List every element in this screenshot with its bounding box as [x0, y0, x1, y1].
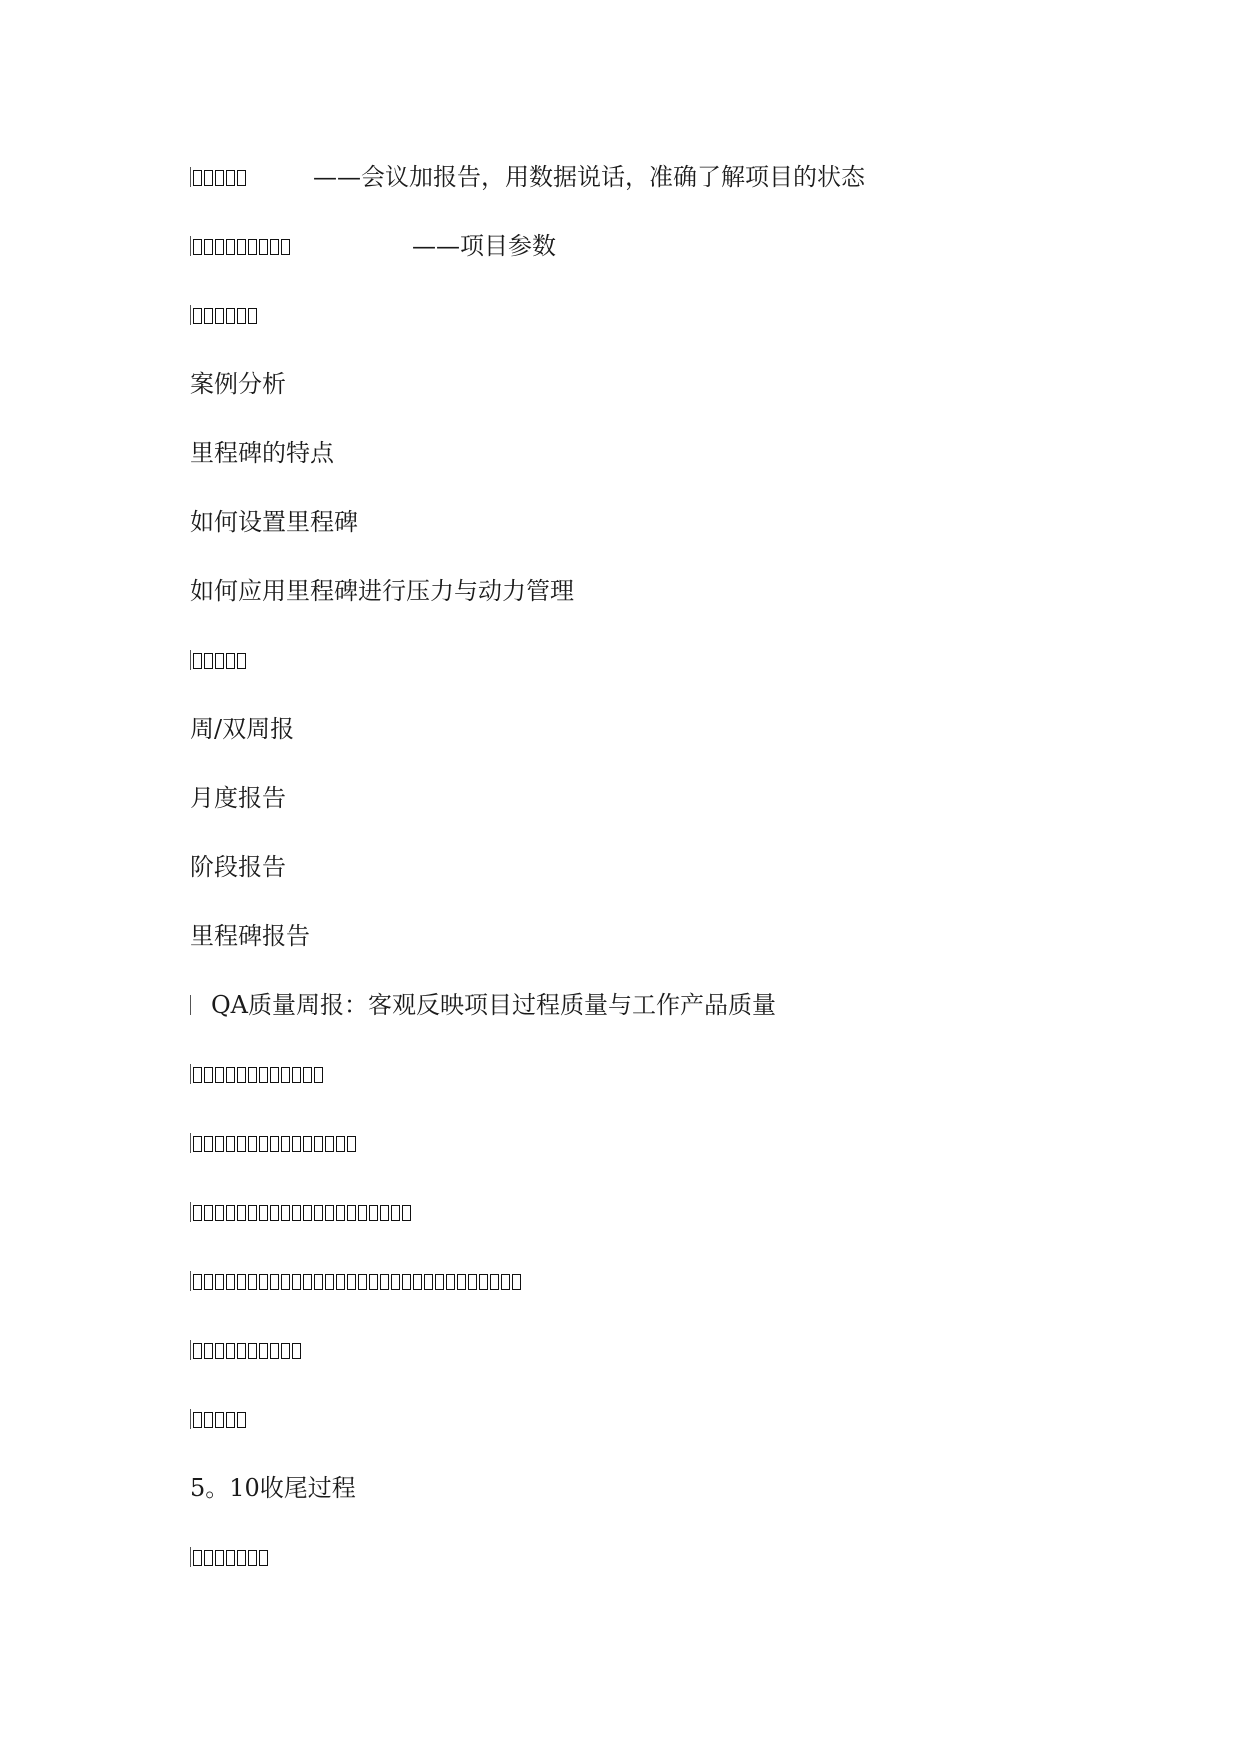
bar-mark: [190, 1409, 191, 1429]
missing-glyph-box: [347, 1274, 356, 1290]
missing-glyph-box: [259, 1136, 268, 1152]
line-12: [190, 919, 310, 953]
missing-glyph-box: [193, 653, 202, 669]
line-17: [190, 1264, 523, 1298]
line-1-text: ——会议加报告，用数据说话，准确了解项目的状态: [313, 163, 865, 191]
missing-glyph-box: [204, 1067, 213, 1083]
missing-glyph-box: [226, 1550, 235, 1566]
missing-glyph-box: [226, 1412, 235, 1428]
bar-mark: [190, 236, 191, 256]
missing-glyph-box: [413, 1274, 422, 1290]
bar-mark: [190, 1271, 191, 1291]
missing-glyph-box: [270, 1343, 279, 1359]
line-4-text: 案例分析: [190, 370, 286, 398]
missing-glyph-box: [193, 1343, 202, 1359]
missing-glyph-box: [204, 1205, 213, 1221]
missing-glyph-box: [193, 1067, 202, 1083]
line-2: [190, 229, 556, 263]
missing-glyph-box: [215, 1274, 224, 1290]
line-14: [190, 1057, 325, 1091]
missing-glyph-box: [237, 170, 246, 186]
bar-mark: [190, 1202, 191, 1222]
missing-glyph-group: [193, 1333, 303, 1367]
missing-glyph-group: [193, 229, 292, 263]
missing-glyph-box: [215, 308, 224, 324]
missing-glyph-box: [292, 1343, 301, 1359]
missing-glyph-box: [226, 1136, 235, 1152]
line-5-text: 里程碑的特点: [190, 439, 334, 467]
missing-glyph-box: [193, 1274, 202, 1290]
missing-glyph-group: [193, 298, 259, 332]
missing-glyph-box: [270, 1274, 279, 1290]
missing-glyph-box: [424, 1274, 433, 1290]
missing-glyph-box: [204, 239, 213, 255]
missing-glyph-box: [336, 1136, 345, 1152]
line-1: [190, 160, 865, 194]
missing-glyph-box: [336, 1274, 345, 1290]
missing-glyph-box: [226, 1274, 235, 1290]
missing-glyph-box: [457, 1274, 466, 1290]
missing-glyph-box: [468, 1274, 477, 1290]
line-20: [190, 1471, 356, 1505]
line-4: [190, 367, 286, 401]
missing-glyph-box: [303, 1205, 312, 1221]
missing-glyph-group: [193, 1195, 413, 1229]
line-11: [190, 850, 286, 884]
line-20-text: 5。10收尾过程: [190, 1474, 356, 1502]
missing-glyph-box: [259, 1067, 268, 1083]
missing-glyph-box: [259, 1205, 268, 1221]
missing-glyph-box: [435, 1274, 444, 1290]
missing-glyph-box: [237, 1067, 246, 1083]
missing-glyph-box: [270, 239, 279, 255]
missing-glyph-box: [292, 1067, 301, 1083]
missing-glyph-box: [237, 1136, 246, 1152]
line-7-text: 如何应用里程碑进行压力与动力管理: [190, 577, 574, 605]
missing-glyph-box: [391, 1274, 400, 1290]
missing-glyph-group: [193, 1402, 248, 1436]
missing-glyph-box: [204, 308, 213, 324]
missing-glyph-box: [281, 1274, 290, 1290]
missing-glyph-group: [193, 1057, 325, 1091]
missing-glyph-box: [248, 1205, 257, 1221]
line-11-text: 阶段报告: [190, 853, 286, 881]
missing-glyph-box: [215, 239, 224, 255]
missing-glyph-box: [204, 170, 213, 186]
line-6-text: 如何设置里程碑: [190, 508, 358, 536]
missing-glyph-box: [512, 1274, 521, 1290]
missing-glyph-box: [226, 1067, 235, 1083]
missing-glyph-box: [292, 1136, 301, 1152]
missing-glyph-box: [303, 1136, 312, 1152]
missing-glyph-group: [193, 1264, 523, 1298]
missing-glyph-box: [237, 308, 246, 324]
missing-glyph-box: [204, 1136, 213, 1152]
missing-glyph-box: [237, 1550, 246, 1566]
missing-glyph-box: [479, 1274, 488, 1290]
missing-glyph-box: [358, 1205, 367, 1221]
line-12-text: 里程碑报告: [190, 922, 310, 950]
missing-glyph-box: [501, 1274, 510, 1290]
missing-glyph-box: [237, 1274, 246, 1290]
missing-glyph-box: [193, 239, 202, 255]
missing-glyph-box: [402, 1205, 411, 1221]
bar-mark: [190, 1133, 191, 1153]
bar-mark: [190, 1064, 191, 1084]
missing-glyph-box: [215, 653, 224, 669]
missing-glyph-box: [248, 239, 257, 255]
missing-glyph-box: [314, 1067, 323, 1083]
missing-glyph-box: [281, 1136, 290, 1152]
bar-mark: [190, 1547, 191, 1567]
missing-glyph-box: [259, 239, 268, 255]
missing-glyph-box: [237, 653, 246, 669]
missing-glyph-box: [204, 1412, 213, 1428]
missing-glyph-box: [347, 1136, 356, 1152]
missing-glyph-box: [259, 1343, 268, 1359]
missing-glyph-group: [193, 1126, 358, 1160]
missing-glyph-box: [325, 1274, 334, 1290]
missing-glyph-box: [259, 1550, 268, 1566]
missing-glyph-box: [490, 1274, 499, 1290]
bar-mark: [190, 650, 191, 670]
missing-glyph-box: [402, 1274, 411, 1290]
missing-glyph-box: [226, 1343, 235, 1359]
missing-glyph-box: [248, 1550, 257, 1566]
line-13-text: QA质量周报：客观反映项目过程质量与工作产品质量: [211, 991, 777, 1019]
missing-glyph-box: [248, 1136, 257, 1152]
missing-glyph-box: [193, 1550, 202, 1566]
missing-glyph-box: [248, 1067, 257, 1083]
line-21: [190, 1540, 270, 1574]
missing-glyph-box: [270, 1136, 279, 1152]
missing-glyph-box: [314, 1136, 323, 1152]
missing-glyph-box: [281, 1343, 290, 1359]
missing-glyph-box: [215, 1136, 224, 1152]
missing-glyph-box: [193, 170, 202, 186]
missing-glyph-box: [226, 653, 235, 669]
missing-glyph-box: [193, 1205, 202, 1221]
bar-mark: [190, 305, 191, 325]
missing-glyph-box: [347, 1205, 356, 1221]
missing-glyph-box: [237, 1412, 246, 1428]
missing-glyph-box: [204, 653, 213, 669]
line-8: [190, 643, 248, 677]
missing-glyph-box: [446, 1274, 455, 1290]
line-16: [190, 1195, 413, 1229]
line-6: [190, 505, 358, 539]
line-7: [190, 574, 574, 608]
line-3: [190, 298, 259, 332]
missing-glyph-box: [369, 1274, 378, 1290]
missing-glyph-box: [215, 1550, 224, 1566]
missing-glyph-box: [336, 1205, 345, 1221]
missing-glyph-box: [391, 1205, 400, 1221]
missing-glyph-box: [358, 1274, 367, 1290]
missing-glyph-box: [380, 1205, 389, 1221]
missing-glyph-box: [369, 1205, 378, 1221]
line-5: [190, 436, 334, 470]
bar-mark: [190, 1340, 191, 1360]
missing-glyph-box: [204, 1343, 213, 1359]
missing-glyph-box: [325, 1205, 334, 1221]
missing-glyph-box: [204, 1274, 213, 1290]
missing-glyph-box: [281, 1067, 290, 1083]
missing-glyph-box: [204, 1550, 213, 1566]
missing-glyph-box: [292, 1205, 301, 1221]
missing-glyph-box: [237, 1205, 246, 1221]
missing-glyph-group: [193, 643, 248, 677]
missing-glyph-box: [314, 1205, 323, 1221]
missing-glyph-box: [281, 239, 290, 255]
missing-glyph-box: [226, 239, 235, 255]
missing-glyph-box: [248, 308, 257, 324]
missing-glyph-box: [237, 239, 246, 255]
missing-glyph-box: [259, 1274, 268, 1290]
missing-glyph-box: [215, 1412, 224, 1428]
missing-glyph-box: [270, 1205, 279, 1221]
missing-glyph-box: [248, 1343, 257, 1359]
line-2-text: ——项目参数: [412, 232, 556, 260]
missing-glyph-box: [193, 308, 202, 324]
line-9: [190, 712, 294, 746]
line-10: [190, 781, 286, 815]
missing-glyph-box: [226, 1205, 235, 1221]
missing-glyph-box: [215, 170, 224, 186]
missing-glyph-box: [270, 1067, 279, 1083]
missing-glyph-box: [215, 1205, 224, 1221]
missing-glyph-box: [226, 308, 235, 324]
missing-glyph-box: [248, 1274, 257, 1290]
missing-glyph-group: [193, 160, 248, 194]
missing-glyph-box: [237, 1343, 246, 1359]
missing-glyph-box: [226, 170, 235, 186]
bar-mark: [190, 995, 191, 1015]
missing-glyph-box: [303, 1067, 312, 1083]
missing-glyph-box: [281, 1205, 290, 1221]
line-9-text: 周/双周报: [190, 715, 295, 743]
missing-glyph-box: [325, 1136, 334, 1152]
missing-glyph-box: [215, 1067, 224, 1083]
line-15: [190, 1126, 358, 1160]
line-10-text: 月度报告: [190, 784, 286, 812]
missing-glyph-box: [303, 1274, 312, 1290]
missing-glyph-group: [193, 1540, 270, 1574]
missing-glyph-box: [314, 1274, 323, 1290]
missing-glyph-box: [292, 1274, 301, 1290]
missing-glyph-box: [193, 1412, 202, 1428]
line-18: [190, 1333, 303, 1367]
bar-mark: [190, 167, 191, 187]
line-19: [190, 1402, 248, 1436]
missing-glyph-box: [215, 1343, 224, 1359]
missing-glyph-box: [193, 1136, 202, 1152]
missing-glyph-box: [380, 1274, 389, 1290]
line-13: [190, 988, 776, 1022]
